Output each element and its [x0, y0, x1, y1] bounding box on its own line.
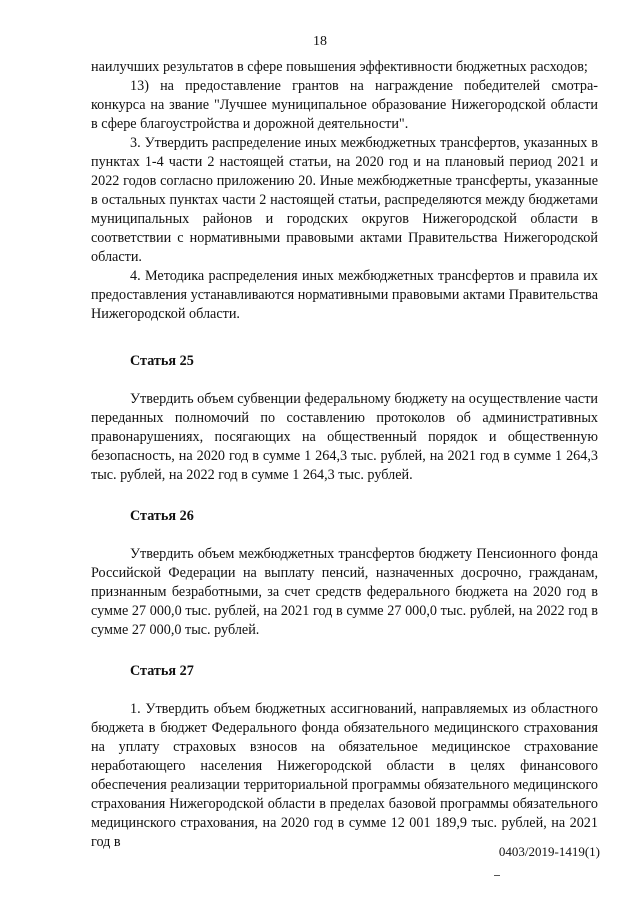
- article-26-heading: Статья 26: [130, 508, 194, 524]
- paragraph-continuation: наилучших результатов в сфере повышения эффективности бюджетных расходов;: [91, 59, 588, 75]
- article-25-heading: Статья 25: [130, 353, 194, 369]
- article-27-heading: Статья 27: [130, 663, 194, 679]
- paragraph-part-4: 4. Методика распределения иных межбюджетных трансфертов и правила их предоставления устанавливаются нормативными правовыми актами Правительства Нижегородской области.: [91, 268, 598, 322]
- article-26-text: Утвердить объем межбюджетных трансфертов бюджету Пенсионного фонда Российской Федерации на выплату пенсий, назначенных досрочно, гражданам, признанным безработными, за счет средств федерального бюджета на 2020 год в сумме 27 000,0 тыс. рублей, на 2021 год в сумме 27 000,0 тыс. рублей, на 2022 год в сумме 27 000,0 тыс. рублей.: [91, 546, 598, 638]
- scan-mark: [494, 875, 500, 876]
- article-25-text: Утвердить объем субвенции федеральному бюджету на осуществление части переданных полномочий по составлению протоколов об административных правонарушениях, посягающих на общественный порядок и общественную безопасность, на 2020 год в сумме 1 264,3 тыс. рублей, на 2021 год в сумме 1 264,3 тыс. рублей, на 2022 год в сумме 1 264,3 тыс. рублей.: [91, 391, 598, 483]
- page-number: 18: [313, 34, 327, 49]
- paragraph-item-13: 13) на предоставление грантов на награждение победителей смотра-конкурса на звание "Лучшее муниципальное образование Нижегородской области в сфере благоустройства и дорожной деятельности".: [91, 78, 598, 132]
- article-27-text: 1. Утвердить объем бюджетных ассигнований, направляемых из областного бюджета в бюджет Федерального фонда обязательного медицинского страхования на уплату страховых взносов на обязательное медицинское страхование неработающего населения Нижегородской области в целях финансового обеспечения реализации территориальной программы обязательного медицинского страхования Нижегородской области в пределах базовой программы обязательного медицинского страхования, на 2020 год в сумме 12 001 189,9 тыс. рублей, на 2021 год в: [91, 701, 598, 850]
- paragraph-part-3: 3. Утвердить распределение иных межбюджетных трансфертов, указанных в пунктах 1-4 части 2 настоящей статьи, на 2020 год и на плановый период 2021 и 2022 годов согласно приложению 20. Иные межбюджетные трансферты, указанные в остальных пунктах части 2 настоящей статьи, распределяются между бюджетами муниципальных районов и городских округов Нижегородской области в соответствии с нормативными правовыми актами Правительства Нижегородской области.: [91, 135, 598, 265]
- document-code: 0403/2019-1419(1): [498, 844, 600, 859]
- document-body: [91, 58, 598, 852]
